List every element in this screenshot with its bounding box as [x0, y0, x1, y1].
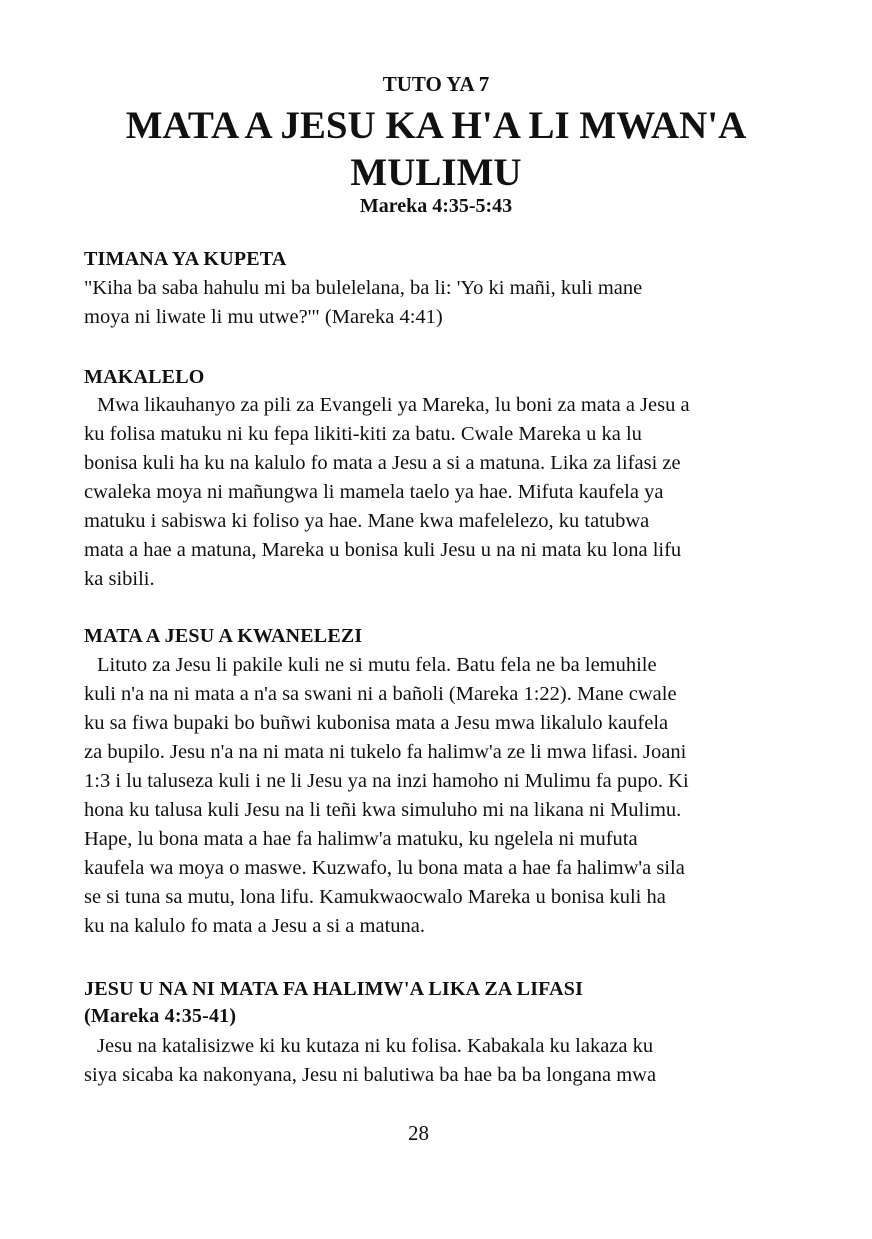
text-line: Lituto za Jesu li pakile kuli ne si mutu fela. Batu fela ne ba lemuhile [97, 654, 657, 676]
page-number: 28 [408, 1121, 429, 1145]
text-line: bonisa kuli ha ku na kalulo fo mata a Jesu a si a matuna. Lika za lifasi ze [84, 452, 681, 474]
text-line: ka sibili. [84, 568, 155, 590]
section-heading: TIMANA YA KUPETA [84, 248, 287, 270]
text-line: za bupilo. Jesu n'a na ni mata ni tukelo fa halimw'a ze li mwa lifasi. Joani [84, 741, 687, 763]
section-body [84, 651, 689, 941]
chapter-label: TUTO YA 7 [382, 72, 490, 96]
text-line: 1:3 i lu taluseza kuli i ne li Jesu ya na inzi hamoho ni Mulimu fa pupo. Ki [84, 770, 689, 792]
text-line: kuli n'a na ni mata a n'a sa swani ni a bañoli (Mareka 1:22). Mane cwale [84, 683, 677, 705]
text-line: hona ku talusa kuli Jesu na li teñi kwa simuluho mi na likana ni Mulimu. [84, 799, 682, 821]
text-line: matuku i sabiswa ki foliso ya hae. Mane kwa mafelelezo, ku tatubwa [84, 510, 650, 532]
text-line: ku folisa matuku ni ku fepa likiti-kiti za batu. Cwale Mareka u ka lu [84, 423, 642, 445]
text-line: siya sicaba ka nakonyana, Jesu ni balutiwa ba hae ba ba longana mwa [84, 1064, 657, 1086]
scripture-reference: Mareka 4:35-5:43 [359, 195, 513, 217]
section-subheading: (Mareka 4:35-41) [84, 1005, 237, 1027]
section-body [84, 1032, 656, 1090]
text-line: ku na kalulo fo mata a Jesu a si a matuna. [84, 915, 425, 937]
text-line: Jesu na katalisizwe ki ku kutaza ni ku folisa. Kabakala ku lakaza ku [97, 1035, 654, 1057]
text-line: "Kiha ba saba hahulu mi ba bulelelana, ba li: 'Yo ki mañi, kuli mane [84, 277, 643, 299]
text-line: moya ni liwate li mu utwe?'" (Mareka 4:41) [84, 306, 443, 328]
text-line: mata a hae a matuna, Mareka u bonisa kuli Jesu u na ni mata ku lona lifu [84, 539, 682, 561]
text-line: Mwa likauhanyo za pili za Evangeli ya Mareka, lu boni za mata a Jesu a [97, 394, 690, 416]
section-body [84, 391, 690, 594]
section-heading: JESU U NA NI MATA FA HALIMW'A LIKA ZA LIFASI [84, 978, 584, 1000]
text-line: cwaleka moya ni mañungwa li mamela taelo ya hae. Mifuta kaufela ya [84, 481, 664, 503]
text-line: kaufela wa moya o maswe. Kuzwafo, lu bona mata a hae fa halimw'a sila [84, 857, 685, 879]
text-line: ku sa fiwa bupaki bo buñwi kubonisa mata a Jesu mwa likalulo kaufela [84, 712, 669, 734]
section-heading: MAKALELO [84, 366, 205, 388]
page-title-line-1: MATA A JESU KA H'A LI MWAN'A [125, 104, 747, 147]
section-heading: MATA A JESU A KWANELEZI [84, 625, 363, 647]
section-body [84, 274, 642, 332]
text-line: Hape, lu bona mata a hae fa halimw'a matuku, ku ngelela ni mufuta [84, 828, 638, 850]
page-title-line-2: MULIMU [350, 151, 522, 194]
text-line: se si tuna sa mutu, lona lifu. Kamukwaocwalo Mareka u bonisa kuli ha [84, 886, 666, 908]
